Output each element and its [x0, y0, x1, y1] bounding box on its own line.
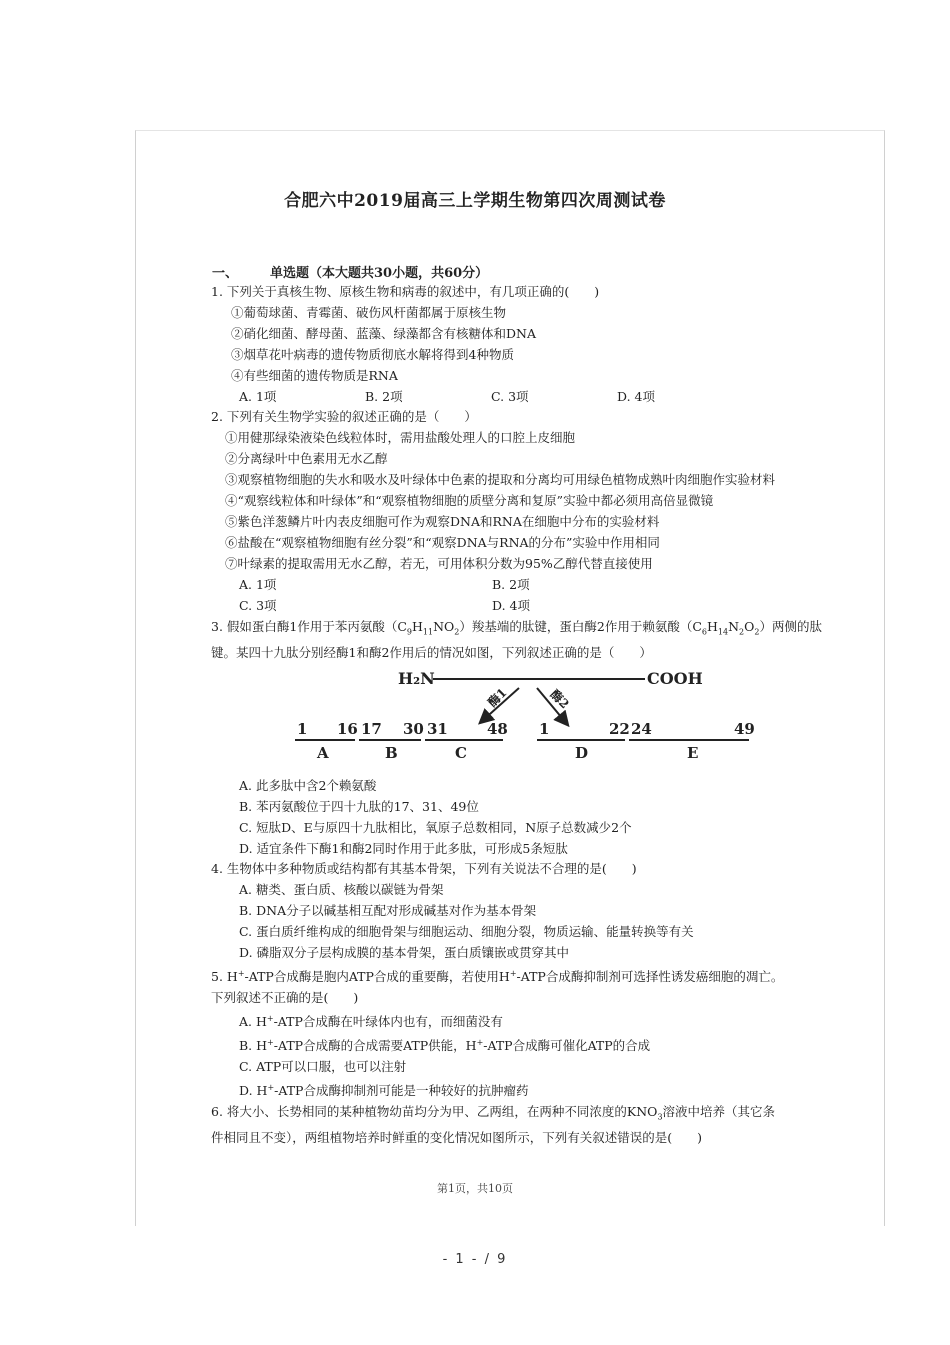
q6-stem-line1: [211, 1102, 846, 1128]
q1-item: ③烟草花叶病毒的遗传物质彻底水解将得到4种物质: [231, 346, 514, 362]
formula-sub: 14: [717, 627, 729, 636]
residue-number: 31: [427, 719, 448, 738]
q3-stem-part: 3. 假如蛋白酶1作用于苯丙氨酸（C: [211, 618, 407, 634]
enzyme2-label: 酶2: [547, 686, 572, 712]
residue-number: 1: [539, 719, 550, 738]
formula-sub: 2: [739, 627, 745, 636]
residue-number: 1: [297, 719, 308, 738]
section-header: [212, 262, 488, 281]
q2-item: ⑥盐酸在“观察植物细胞有丝分裂”和“观察DNA与RNA的分布”实验中作用相同: [225, 534, 660, 550]
q1-options: [211, 387, 846, 408]
q5-text: D. H: [239, 1083, 268, 1099]
formula-sub: 2: [754, 627, 760, 636]
n-terminus-label: H₂N: [398, 668, 435, 688]
residue-number: 48: [487, 719, 508, 738]
q5-text: -ATP合成酶抑制剂可能是一种较好的抗肿瘤药: [274, 1083, 529, 1099]
q4-option-d: D. 磷脂双分子层构成膜的基本骨架，蛋白质镶嵌或贯穿其中: [239, 945, 570, 961]
exam-title: 合肥六中2019届高三上学期生物第四次周测试卷: [284, 191, 666, 211]
q2-item: ⑦叶绿素的提取需用无水乙醇，若无，可用体积分数为95%乙醇代替直接使用: [225, 555, 653, 571]
q5-text: -ATP合成酶可催化ATP的合成: [483, 1038, 651, 1054]
q5-option-d: [211, 1078, 846, 1102]
page-indicator: - 1 - / 9: [442, 1252, 508, 1267]
q2-item: ⑤紫色洋葱鳞片叶内表皮细胞可作为观察DNA和RNA在细胞中分布的实验材料: [225, 513, 660, 529]
q2-option-a: A. 1项: [239, 576, 277, 592]
ion-sup: +: [267, 1038, 274, 1047]
q5-text: -ATP合成酶在叶绿体内也有，而细菌没有: [273, 1014, 503, 1030]
page-footer: 第1页，共10页: [437, 1182, 513, 1195]
q3-option-a: A. 此多肽中含2个赖氨酸: [239, 777, 377, 793]
formula-sub: 9: [406, 627, 413, 636]
q2-option-b: B. 2项: [492, 576, 530, 592]
q1-option-a: A. 1项: [239, 388, 277, 404]
q3-stem: [211, 617, 846, 664]
residue-number: 30: [403, 719, 424, 738]
formula-part: NO: [433, 618, 455, 634]
residue-number: 24: [631, 719, 652, 738]
q5-option-c: C. ATP可以口服，也可以注射: [239, 1059, 407, 1075]
formula-part: H: [707, 618, 718, 634]
formula-part: H: [412, 618, 423, 634]
q5-text: -ATP合成酶的合成需要ATP供能，H: [273, 1038, 477, 1054]
q2-option-c: C. 3项: [239, 597, 277, 613]
q5-text: -ATP合成酶是胞内ATP合成的重要酶，若使用H: [244, 969, 510, 985]
peptide-diagram-svg: [201, 664, 801, 776]
q5-stem-line2: 下列叙述不正确的是( ): [211, 990, 359, 1006]
q3-option-c: C. 短肽D、E与原四十九肽相比，氧原子总数相同，N原子总数减少2个: [239, 819, 632, 835]
formula-part: O: [744, 618, 755, 634]
formula-part: N: [728, 618, 740, 634]
residue-number: 49: [734, 719, 755, 738]
q2-stem: 2. 下列有关生物学实验的叙述正确的是（ ）: [211, 409, 477, 425]
q5-option-a: [211, 1009, 846, 1033]
q4-option-a: A. 糖类、蛋白质、核酸以碳链为骨架: [239, 882, 444, 898]
q1-item: ①葡萄球菌、青霉菌、破伤风杆菌都属于原核生物: [231, 304, 507, 320]
formula-sub: 2: [454, 627, 460, 636]
residue-number: 22: [609, 719, 630, 738]
q5-option-b: [211, 1033, 846, 1057]
q1-option-c: C. 3项: [491, 388, 529, 404]
q2-options-row2: [211, 596, 846, 617]
section-number: 一、: [212, 266, 239, 281]
q2-options-row1: [211, 575, 846, 596]
q1-option-b: B. 2项: [365, 388, 403, 404]
q6-text: 溶液中培养（其它条: [662, 1104, 776, 1120]
enzyme1-label: 酶1: [485, 685, 510, 710]
fragment-label: D: [575, 743, 589, 762]
c-terminus-label: COOH: [647, 668, 703, 688]
q3-option-d: D. 适宜条件下酶1和酶2同时作用于此多肽，可形成5条短肽: [239, 840, 568, 856]
q6-stem-line2: 件相同且不变），两组植物培养时鲜重的变化情况如图所示，下列有关叙述错误的是( ): [211, 1130, 703, 1146]
q2-option-d: D. 4项: [492, 597, 530, 613]
q5-text: B. H: [239, 1038, 268, 1054]
q5-text: 5. H: [211, 969, 238, 985]
ion-sup: +: [509, 968, 517, 978]
fragment-label: B: [385, 743, 398, 762]
ion-sup: +: [266, 1013, 274, 1023]
q4-option-c: C. 蛋白质纤维构成的细胞骨架与细胞运动、细胞分裂，物质运输、能量转换等有关: [239, 924, 694, 940]
fragment-label: C: [455, 743, 467, 762]
q1-stem: 1. 下列关于真核生物、原核生物和病毒的叙述中，有几项正确的( ): [211, 284, 600, 299]
q3-stem-part: ）两侧的肽键。某四十九肽分别经酶1和酶2作用后的情况如图，下列叙述正确的是（ ）: [211, 618, 822, 660]
formula-sub: 11: [422, 627, 434, 636]
q2-item: ③观察植物细胞的失水和吸水及叶绿体中色素的提取和分离均可用绿色植物成熟叶肉细胞作实验材料: [225, 472, 776, 488]
q1-item: ②硝化细菌、酵母菌、蓝藻、绿藻都含有核糖体和DNA: [231, 325, 536, 341]
formula-sub: 6: [701, 627, 708, 636]
q4-stem: 4. 生物体中多种物质或结构都有其基本骨架，下列有关说法不合理的是( ): [211, 861, 637, 877]
q6-text: 6. 将大小、长势相同的某种植物幼苗均分为甲、乙两组，在两种不同浓度的KNO: [211, 1104, 658, 1120]
q3-stem-part: ）羧基端的肽键，蛋白酶2作用于赖氨酸（C: [459, 618, 702, 634]
q2-item: ④“观察线粒体和叶绿体”和“观察植物细胞的质壁分离和复原”实验中都必须用高倍显微镜: [225, 493, 714, 509]
peptide-diagram: [201, 664, 846, 776]
q5-stem-line1: [211, 964, 846, 988]
ion-sup: +: [267, 1082, 275, 1092]
q5-text: -ATP合成酶抑制剂可选择性诱发癌细胞的凋亡。: [516, 969, 784, 985]
q1-item: ④有些细菌的遗传物质是RNA: [231, 367, 398, 383]
question-body: [211, 282, 846, 1149]
section-label: 单选题（本大题共30小题，共60分）: [270, 266, 489, 281]
q3-option-b: B. 苯丙氨酸位于四十九肽的17、31、49位: [239, 798, 479, 814]
q4-option-b: B. DNA分子以碱基相互配对形成碱基对作为基本骨架: [239, 903, 537, 919]
q1-option-d: D. 4项: [617, 388, 655, 404]
residue-number: 17: [361, 719, 382, 738]
formula-sub: 3: [657, 1112, 663, 1122]
q5-text: A. H: [239, 1014, 267, 1030]
fragment-label: A: [317, 743, 329, 762]
ion-sup: +: [237, 968, 245, 978]
q2-item: ②分离绿叶中色素用无水乙醇: [225, 451, 388, 467]
ion-sup: +: [476, 1038, 484, 1047]
fragment-label: E: [687, 743, 699, 762]
q2-item: ①用健那绿染液染色线粒体时，需用盐酸处理人的口腔上皮细胞: [225, 430, 576, 446]
residue-number: 16: [337, 719, 358, 738]
